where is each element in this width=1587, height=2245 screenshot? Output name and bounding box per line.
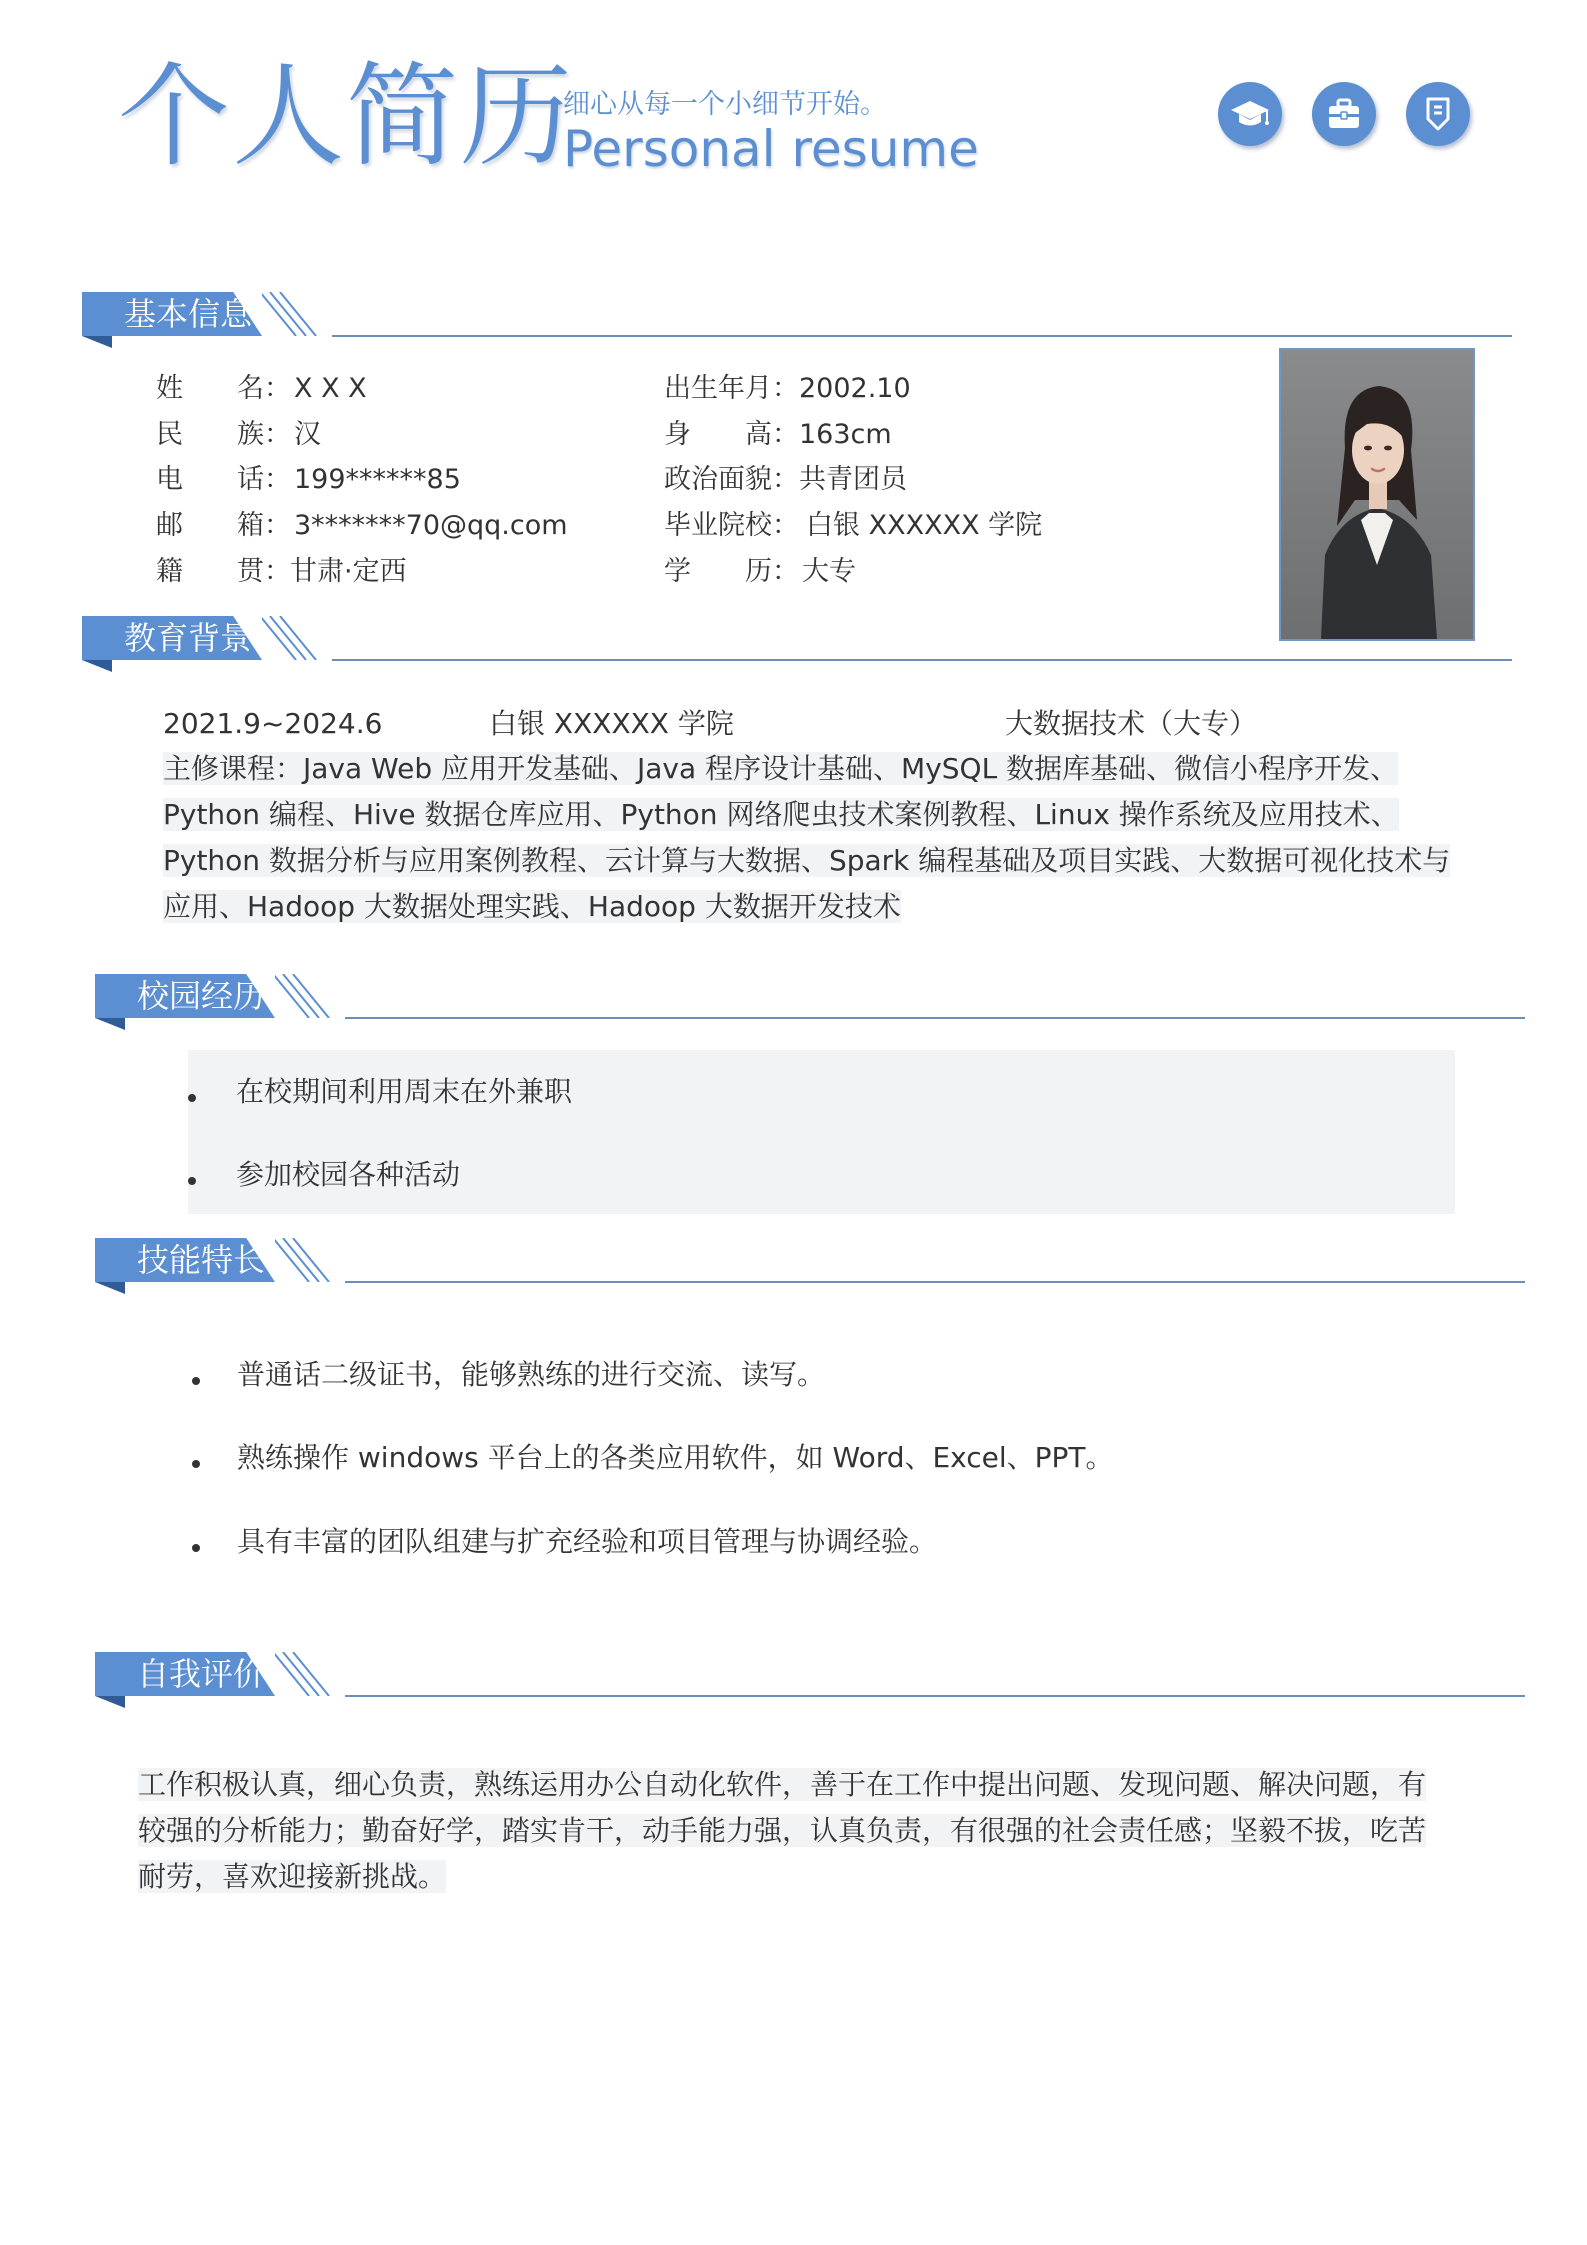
self-evaluation-text: 工作积极认真，细心负责，熟练运用办公自动化软件，善于在工作中提出问题、发现问题、解决问题，有较强的分析能力；勤奋好学，踏实肯干，动手能力强，认真负责，有很强的社会责任感；坚毅不拔，吃苦耐劳，喜欢迎接新挑战。: [138, 1768, 1427, 1893]
section-basic-info-header: [82, 292, 1512, 352]
stripe-decoration: [262, 616, 342, 660]
resume-title-chinese: 个人简历: [118, 52, 574, 182]
info-row-degree: 学 历： 大专: [664, 556, 856, 587]
skill-item: 普通话二级证书，能够熟练的进行交流、读写。: [237, 1358, 826, 1391]
section-title: 基本信息: [124, 295, 253, 333]
graduation-cap-icon: [1218, 82, 1282, 146]
briefcase-icon: [1312, 82, 1376, 146]
bullet: [192, 1544, 200, 1552]
campus-item: 在校期间利用周末在外兼职: [236, 1075, 573, 1108]
info-row-birth: 出生年月：2002.10: [664, 373, 911, 404]
campus-item: 参加校园各种活动: [236, 1158, 461, 1191]
resume-slogan: 细心从每一个小细节开始。: [563, 89, 887, 120]
info-row-ethnicity: 民 族： 汉: [156, 419, 321, 450]
stripe-decoration: [275, 974, 355, 1018]
section-title: 教育背景: [124, 619, 253, 657]
info-row-phone: 电 话： 199******85: [156, 464, 461, 495]
section-title: 自我评价: [137, 1655, 266, 1693]
certificate-badge-icon: [1406, 82, 1470, 146]
stripe-decoration: [275, 1238, 355, 1282]
education-period: 2021.9~2024.6: [163, 707, 383, 740]
section-education-header: [82, 616, 1512, 676]
info-row-hometown: 籍 贯：甘肃·定西: [156, 556, 407, 587]
bullet: [192, 1377, 200, 1385]
bullet: [188, 1094, 196, 1102]
profile-photo: [1279, 348, 1475, 641]
info-row-political: 政治面貌：共青团员: [664, 464, 907, 495]
section-title: 校园经历: [137, 977, 266, 1015]
stripe-decoration: [275, 1652, 355, 1696]
section-self-eval-header: [95, 1652, 1525, 1712]
bullet: [192, 1460, 200, 1468]
skill-item: 具有丰富的团队组建与扩充经验和项目管理与协调经验。: [237, 1525, 938, 1558]
education-school: 白银 XXXXXX 学院: [489, 707, 734, 740]
bullet: [188, 1177, 196, 1185]
info-row-email: 邮 箱： 3*******70@qq.com: [156, 510, 568, 541]
section-skills-header: [95, 1238, 1525, 1298]
info-row-height: 身 高：163cm: [664, 419, 892, 450]
info-row-name: 姓 名： X X X: [156, 373, 367, 404]
info-row-school: 毕业院校： 白银 XXXXXX 学院: [664, 510, 1043, 541]
skill-item: 熟练操作 windows 平台上的各类应用软件，如 Word、Excel、PPT。: [237, 1441, 1114, 1474]
education-courses: 主修课程：Java Web 应用开发基础、Java 程序设计基础、MySQL 数据库基础、微信小程序开发、Python 编程、Hive 数据仓库应用、Python 网络爬虫技术案例教程、Linux 操作系统及应用技术、Python 数据分析与应用案例教程、云计算与大数据、Spark 编程基础及项目实践、大数据可视化技术与应用、Hadoop 大数据处理实践、Hadoop 大数据开发技术: [163, 752, 1451, 923]
stripe-decoration: [262, 292, 342, 336]
resume-title-english: Personal resume: [563, 120, 979, 178]
education-major: 大数据技术（大专）: [1005, 707, 1258, 740]
section-campus-header: [95, 974, 1525, 1034]
section-title: 技能特长: [137, 1241, 266, 1279]
